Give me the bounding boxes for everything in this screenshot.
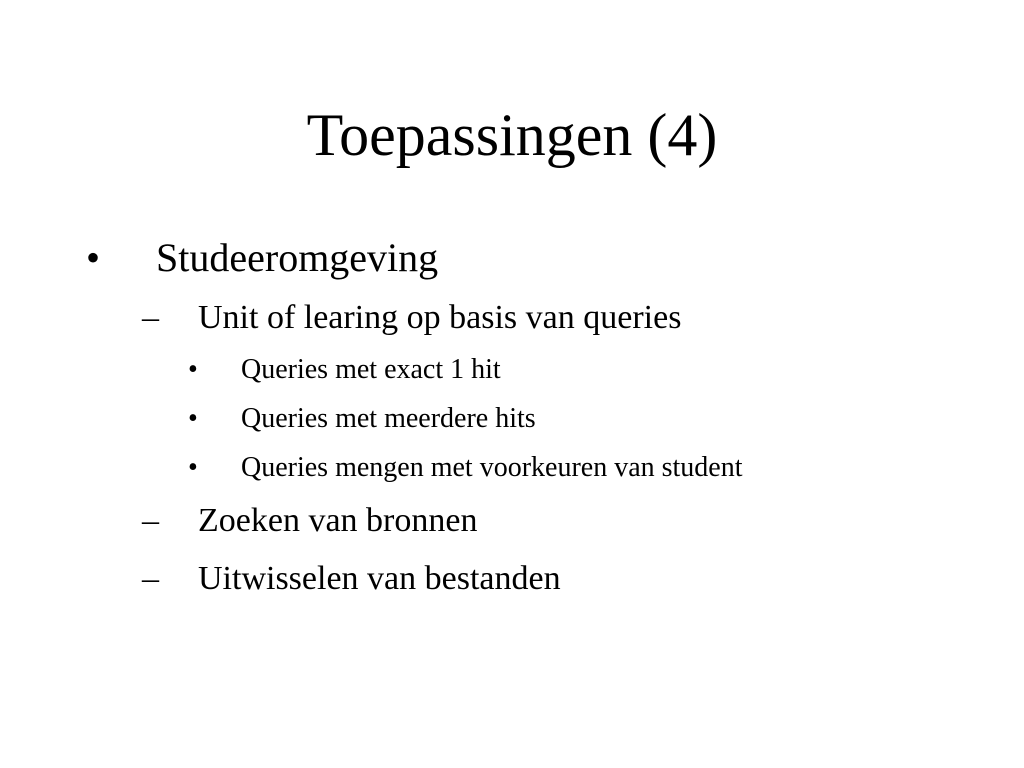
subsubitem-text: Queries met exact 1 hit [241,354,501,385]
subitem-text: Uitwisselen van bestanden [198,560,561,597]
subsubitem-text: Queries met meerdere hits [241,403,536,434]
subsubitem-text: Queries mengen met voorkeuren van student [241,452,743,483]
bullet-icon: • [86,235,101,280]
dash-icon: – [142,560,159,597]
subitem-text: Unit of learing op basis van queries [198,299,682,336]
bullet-icon: • [188,354,198,385]
dash-icon: – [142,299,159,336]
bullet-icon: • [188,452,198,483]
subitem-text: Zoeken van bronnen [198,502,478,539]
slide-title: Toepassingen (4) [306,102,718,168]
bullet-text: Studeeromgeving [156,235,439,280]
bullet-icon: • [188,403,198,434]
dash-icon: – [142,502,159,539]
